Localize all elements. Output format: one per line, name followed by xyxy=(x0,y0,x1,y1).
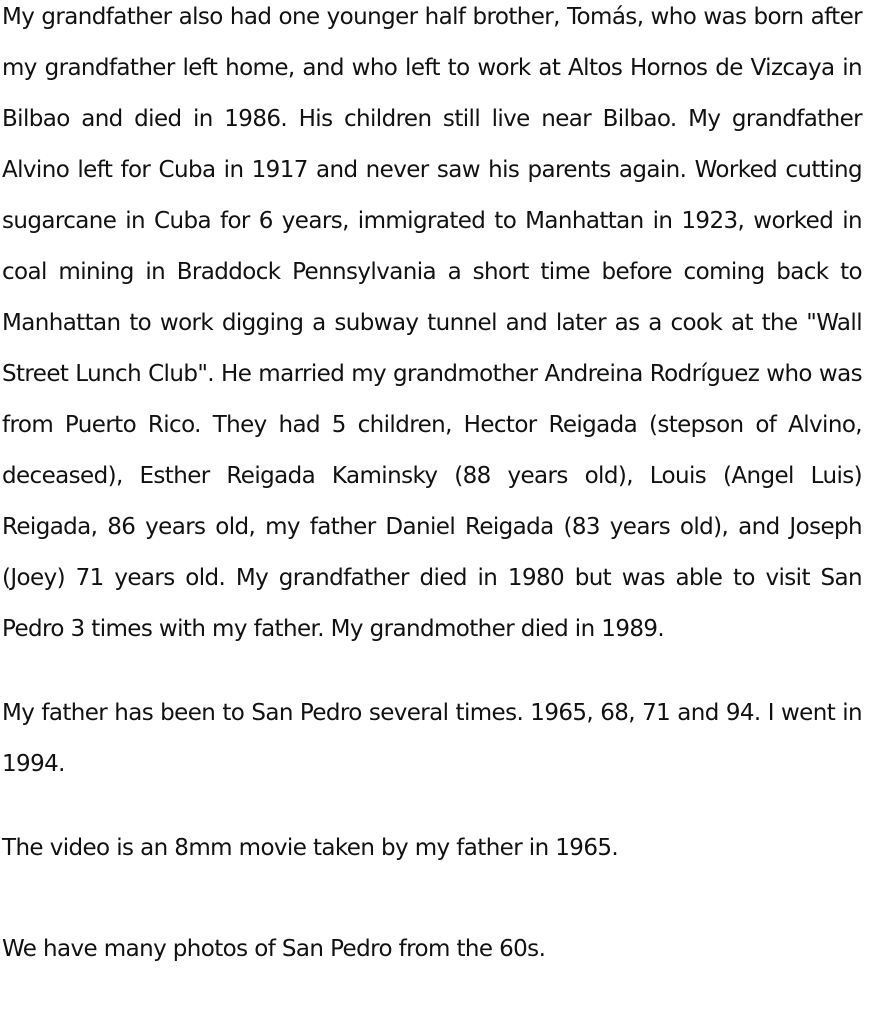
paragraph-family-history: My grandfather also had one younger half brother, Tomás, who was born after my grandfather left home, and who left to work at Altos Hornos de Vizcaya in Bilbao and died in 1986. His children still live near Bilbao. My grandfather Alvino left for Cuba in 1917 and never saw his parents again. Worked cutting sugarcane in Cuba for 6 years, immigrated to Manhattan in 1923, worked in coal mining in Braddock Pennsylvania a short time before coming back to Manhattan to work digging a subway tunnel and later as a cook at the "Wall Street Lunch Club". He married my grandmother Andreina Rodríguez who was from Puerto Rico. They had 5 children, Hector Reigada (stepson of Alvino, deceased), Esther Reigada Kaminsky (88 years old), Louis (Angel Luis) Reigada, 86 years old, my father Daniel Reigada (83 years old), and Joseph (Joey) 71 years old. My grandfather died in 1980 but was able to visit San Pedro 3 times with my father. My grandmother died in 1989. xyxy=(2,4,862,642)
document-body xyxy=(2,0,862,975)
paragraph-father-visits: My father has been to San Pedro several times. 1965, 68, 71 and 94. I went in 1994. xyxy=(2,700,862,777)
paragraph-video-note: The video is an 8mm movie taken by my father in 1965. xyxy=(2,835,619,861)
paragraph-photos-note: We have many photos of San Pedro from the 60s. xyxy=(2,936,546,962)
